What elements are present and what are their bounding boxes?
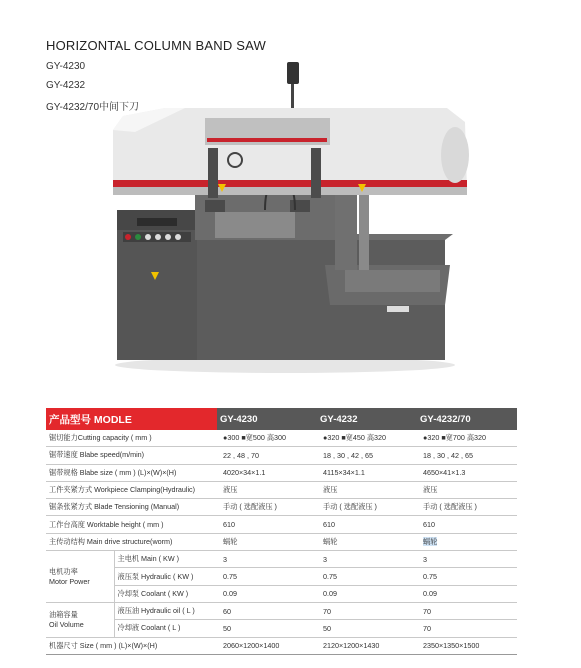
cell-value: 610 xyxy=(417,516,517,533)
cell-value: 4020×34×1.1 xyxy=(217,464,317,481)
table-row xyxy=(46,447,517,464)
row-label: 冷却液 Coolant ( L ) xyxy=(114,620,217,637)
cell-value: 50 xyxy=(317,620,417,637)
cell-value: 0.75 xyxy=(217,568,317,585)
cell-value: 4115×34×1.1 xyxy=(317,464,417,481)
cell-value: 3 xyxy=(317,551,417,568)
cell-value: 2120×1200×1430 xyxy=(317,637,417,654)
table-row xyxy=(46,551,517,568)
column-header: GY-4230 xyxy=(217,408,317,430)
cell-value: 0.75 xyxy=(417,568,517,585)
model-name: GY-4232/70中间下刀 xyxy=(46,102,140,113)
row-label: 冷却泵 Coolant ( KW ) xyxy=(114,585,217,602)
specification-table xyxy=(46,408,517,655)
table-row xyxy=(46,620,517,637)
cell-value: 液压 xyxy=(217,481,317,498)
cell-value: 手动 ( 选配液压 ) xyxy=(217,499,317,516)
column-header: GY-4232/70 xyxy=(417,408,517,430)
row-label: 锯带速度 Blabe speed(m/min) xyxy=(46,447,217,464)
cell-value xyxy=(417,533,517,550)
cell-value: 610 xyxy=(217,516,317,533)
table-row xyxy=(46,602,517,619)
oil-volume-group-label xyxy=(46,602,114,637)
cell-value: 4650×41×1.3 xyxy=(417,464,517,481)
table-row xyxy=(46,585,517,602)
highlighted-value: 蜗轮 xyxy=(423,536,438,546)
motor-power-group-label xyxy=(46,551,114,603)
row-label: 工件夹紧方式 Workpiece Clamping(Hydraulic) xyxy=(46,481,217,498)
cell-value: 70 xyxy=(417,620,517,637)
cell-value: 0.75 xyxy=(317,568,417,585)
table-row xyxy=(46,637,517,654)
cell-value: ●320 ■宽450 高320 xyxy=(317,430,417,447)
table-row xyxy=(46,499,517,516)
table-row xyxy=(46,464,517,481)
model-name: GY-4232 xyxy=(46,80,86,91)
cell-value: 蜗轮 xyxy=(217,533,317,550)
cell-value: ●300 ■宽500 高300 xyxy=(217,430,317,447)
cell-value: 60 xyxy=(217,602,317,619)
cell-value: 18 , 30 , 42 , 65 xyxy=(317,447,417,464)
cell-value: 70 xyxy=(417,602,517,619)
table-row xyxy=(46,568,517,585)
cell-value: 0.09 xyxy=(217,585,317,602)
band-saw-image xyxy=(95,60,475,380)
row-label: 机器尺寸 Size ( mm ) (L)×(W)×(H) xyxy=(46,637,217,654)
table-header-row xyxy=(46,408,517,430)
cell-value: 液压 xyxy=(317,481,417,498)
cell-value: 610 xyxy=(317,516,417,533)
cell-value: 手动 ( 选配液压 ) xyxy=(417,499,517,516)
row-label: 液压泵 Hydraulic ( KW ) xyxy=(114,568,217,585)
cell-value: 70 xyxy=(317,602,417,619)
column-header: GY-4232 xyxy=(317,408,417,430)
cell-value: 50 xyxy=(217,620,317,637)
row-label: 主电机 Main ( KW ) xyxy=(114,551,217,568)
row-label: 锯条张紧方式 Blade Tensioning (Manual) xyxy=(46,499,217,516)
group-label-cn: 电机功率 xyxy=(49,567,78,577)
model-name: GY-4230 xyxy=(46,61,86,72)
cell-value: 手动 ( 选配液压 ) xyxy=(317,499,417,516)
cell-value: 0.09 xyxy=(417,585,517,602)
cell-value: 2060×1200×1400 xyxy=(217,637,317,654)
cell-value: 液压 xyxy=(417,481,517,498)
group-label-en: Motor Power xyxy=(49,577,90,587)
cell-value: 3 xyxy=(417,551,517,568)
table-row xyxy=(46,516,517,533)
row-label: 锯切能力Cutting capacity ( mm ) xyxy=(46,430,217,447)
group-label-en: Oil Volume xyxy=(49,620,84,630)
cell-value: 2350×1350×1500 xyxy=(417,637,517,654)
cell-value: 18 , 30 , 42 , 65 xyxy=(417,447,517,464)
model-header-label: 产品型号 MODLE xyxy=(46,408,217,430)
page-title: HORIZONTAL COLUMN BAND SAW xyxy=(46,38,266,53)
cell-value: ●320 ■宽700 高320 xyxy=(417,430,517,447)
cell-value: 22 , 48 , 70 xyxy=(217,447,317,464)
row-label: 锯带规格 Blabe size ( mm ) (L)×(W)×(H) xyxy=(46,464,217,481)
table-row xyxy=(46,533,517,550)
row-label: 主传动结构 Main drive structure(worm) xyxy=(46,533,217,550)
table-row xyxy=(46,481,517,498)
group-label-cn: 油箱容量 xyxy=(49,610,78,620)
table-row xyxy=(46,430,517,447)
row-label: 工作台高度 Worktable height ( mm ) xyxy=(46,516,217,533)
cell-value: 0.09 xyxy=(317,585,417,602)
cell-value: 蜗轮 xyxy=(317,533,417,550)
cell-value: 3 xyxy=(217,551,317,568)
row-label: 液压油 Hydraulic oil ( L ) xyxy=(114,602,217,619)
